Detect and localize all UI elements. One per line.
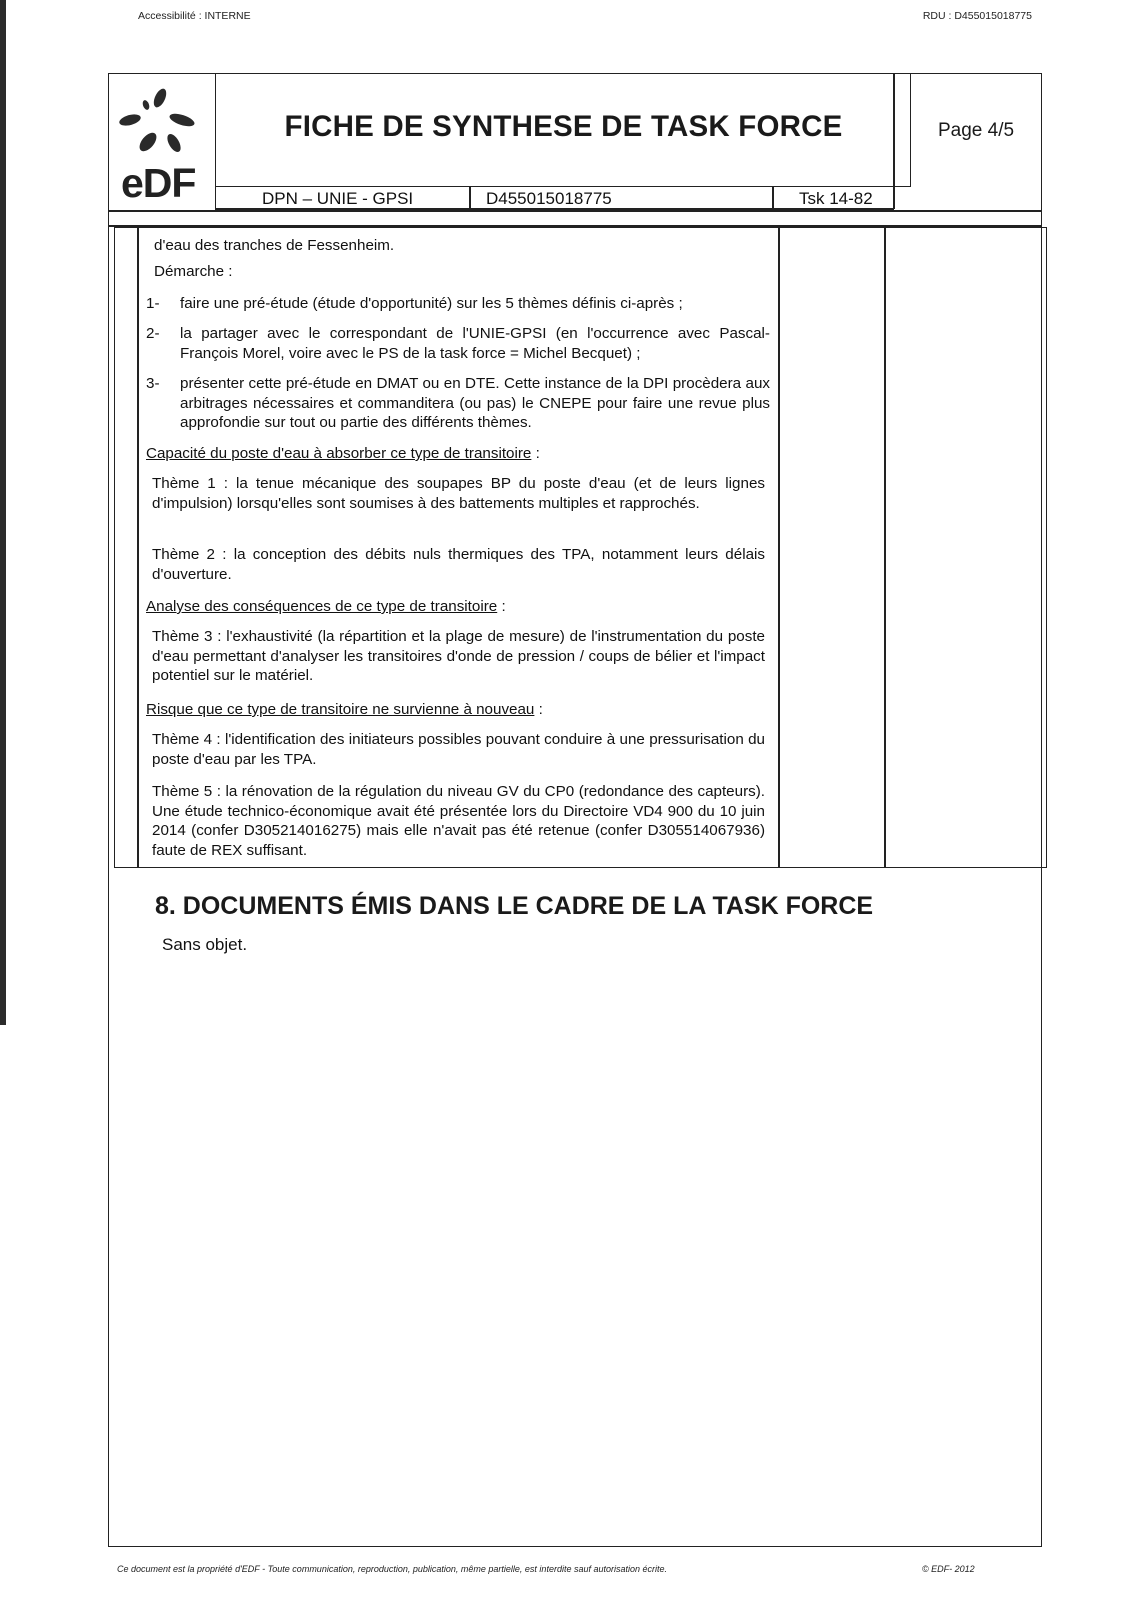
capacity-heading (146, 444, 766, 464)
theme-3: Thème 3 : l'exhaustivité (la répartition et la plage de mesure) de l'instrumentation du poste d'eau permettant d'analyser les transitoires d'onde de pression / coups de bélier et l'impact potentiel sur le matériel. (152, 628, 765, 685)
table-column-divider-1 (778, 227, 780, 868)
step-3-text: présenter cette pré-étude en DMAT ou en DTE. Cette instance de la DPI procèdera aux arbitrages nécessaires et commanditera (ou pas) le CNEPE pour faire une revue plus approfondie sur tout ou partie des différents thèmes. (180, 375, 770, 432)
capacity-heading-suffix: : (531, 445, 540, 462)
risk-heading (146, 700, 766, 720)
body-line-1: d'eau des tranches de Fessenheim. (154, 237, 395, 254)
risk-heading-suffix: : (534, 701, 543, 718)
edf-logo-text: eDF (121, 160, 196, 206)
document-title: FICHE DE SYNTHESE DE TASK FORCE (284, 110, 843, 143)
header-divider-2 (772, 187, 774, 209)
rdu-reference: RDU : D455015018775 (922, 10, 1032, 22)
footer-copyright: © EDF- 2012 (922, 1564, 975, 1574)
header-divider-1 (469, 187, 471, 209)
accessibility-label: Accessibilité : INTERNE (138, 10, 251, 22)
edf-logo-icon (118, 86, 202, 158)
step-1-number: 1- (146, 295, 160, 312)
theme-4: Thème 4 : l'identification des initiateurs possibles pouvant conduire à une pressurisation du poste d'eau par les TPA. (152, 731, 765, 768)
section-8-heading: 8. DOCUMENTS ÉMIS DANS LE CADRE DE LA TASK FORCE (155, 892, 874, 920)
analysis-heading-suffix: : (497, 598, 506, 615)
footer-disclaimer: Ce document est la propriété d'EDF - Toute communication, reproduction, publication, même partielle, est interdite sauf autorisation écrite. (117, 1564, 668, 1574)
table-inner-left-rule (137, 227, 139, 868)
capacity-heading-text: Capacité du poste d'eau à absorber ce type de transitoire (146, 445, 532, 462)
doc-reference-cell: D455015018775 (486, 189, 612, 208)
scan-edge-shadow (0, 0, 6, 1025)
department-cell: DPN – UNIE - GPSI (262, 189, 414, 208)
demarche-label: Démarche : (154, 263, 233, 280)
header-divider-3 (893, 73, 895, 209)
table-column-divider-2 (884, 227, 886, 868)
header-separator (108, 210, 1042, 212)
theme-1: Thème 1 : la tenue mécanique des soupapes BP du poste d'eau (et de leurs lignes d'impulsion) lorsqu'elles sont soumises à des battements multiples et rapprochés. (152, 475, 765, 512)
page-number: Page 4/5 (938, 120, 1015, 141)
analysis-heading-text: Analyse des conséquences de ce type de transitoire (146, 598, 498, 615)
task-reference-cell: Tsk 14-82 (799, 189, 873, 208)
theme-2: Thème 2 : la conception des débits nuls thermiques des TPA, notamment leurs délais d'ouverture. (152, 546, 765, 583)
step-3-number: 3- (146, 375, 160, 392)
step-1-text: faire une pré-étude (étude d'opportunité) sur les 5 thèmes définis ci-après ; (180, 295, 683, 312)
section-8-text: Sans objet. (162, 935, 248, 954)
step-2-text: la partager avec le correspondant de l'UNIE-GPSI (en l'occurrence avec Pascal-François Morel, voire avec le PS de la task force = Michel Becquet) ; (180, 325, 770, 362)
risk-heading-text: Risque que ce type de transitoire ne survienne à nouveau (146, 701, 535, 718)
theme-5: Thème 5 : la rénovation de la régulation du niveau GV du CP0 (redondance des capteurs). Une étude technico-économique avait été présentée lors du Directoire VD4 900 du 10 juin 2014 (confer D305214016275) mais elle n'avait pas été retenue (confer D305514067936) faute de REX suffisant. (152, 783, 765, 860)
step-2-number: 2- (146, 325, 160, 342)
analysis-heading (146, 597, 766, 617)
